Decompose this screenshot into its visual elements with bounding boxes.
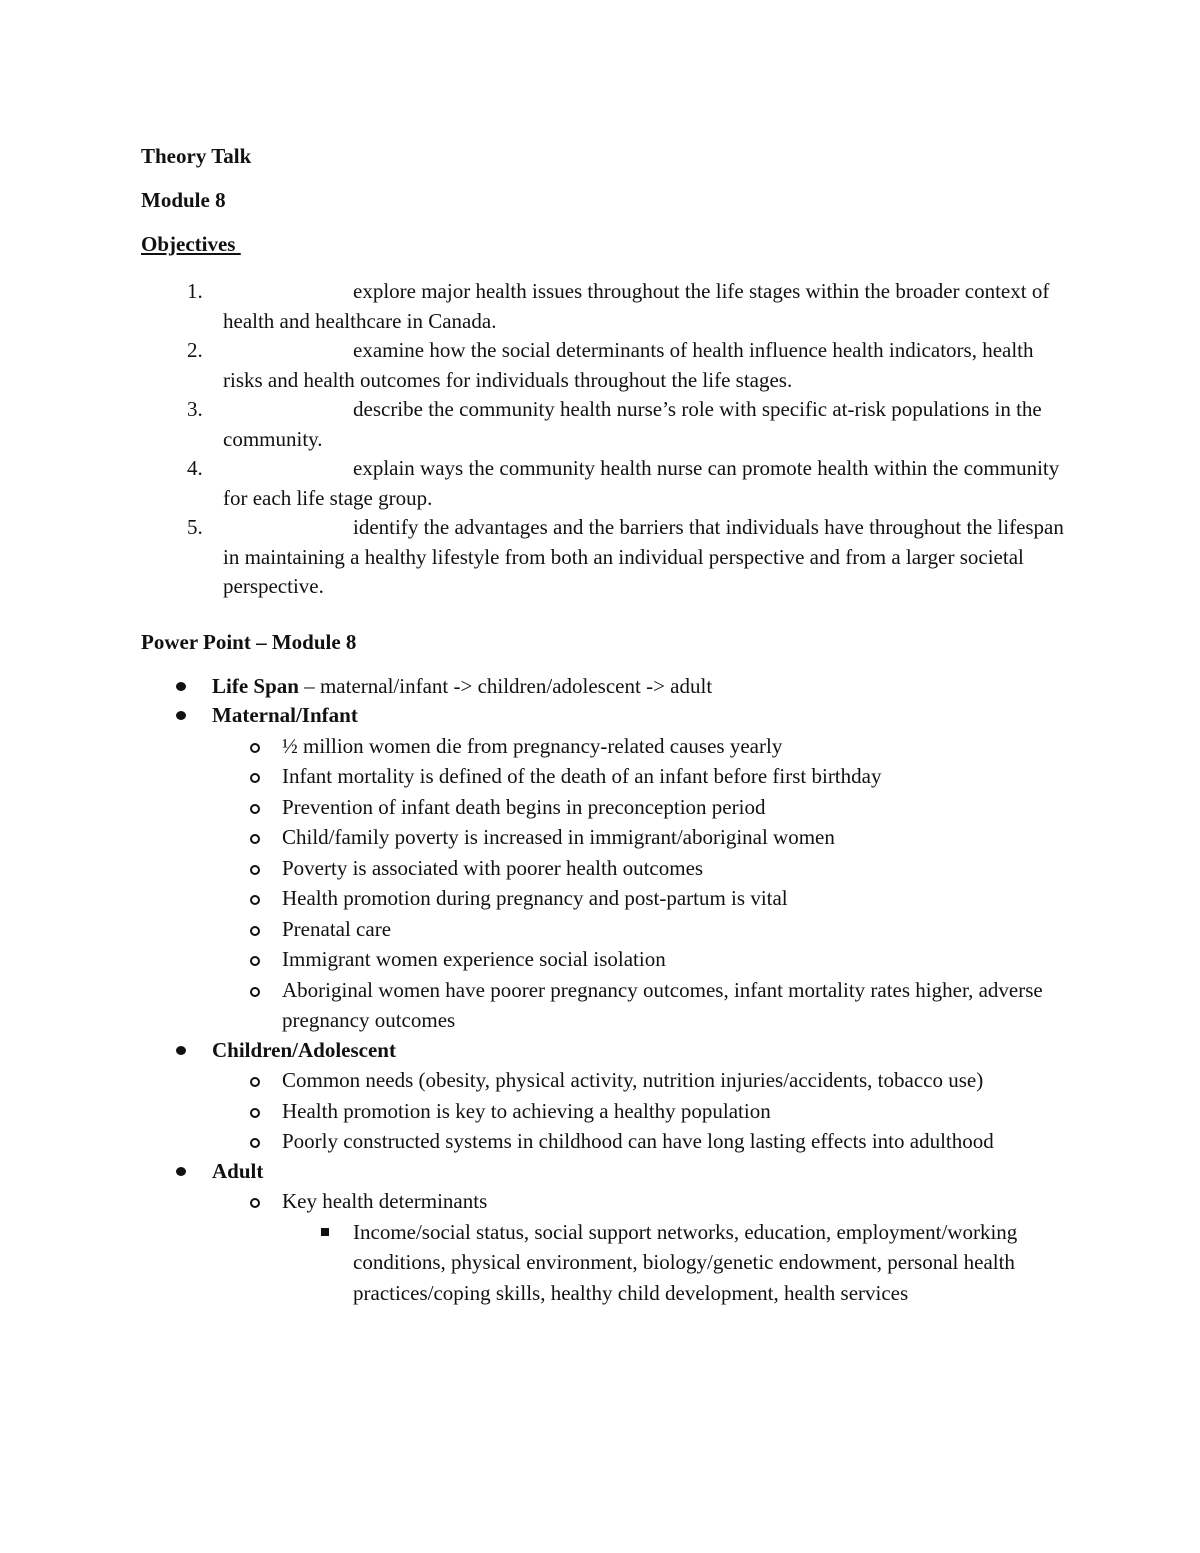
list-item	[141, 1186, 1066, 1308]
list-item	[141, 944, 1066, 975]
section-description: – maternal/infant -> children/adolescent -> adult	[298, 673, 713, 698]
section-list	[141, 672, 1066, 1309]
section-label: Children/Adolescent	[212, 1037, 396, 1062]
list-item	[141, 731, 1066, 762]
objective-text-continued: context of health and healthcare in Canada.	[223, 279, 1050, 333]
objective-text-continued: community for each life stage group.	[223, 456, 1060, 510]
objective-text: describe the community health nurse’s role with specific at-risk	[353, 397, 887, 421]
sub-list	[212, 731, 1066, 1036]
bullet-icon	[176, 711, 186, 720]
list-item	[141, 1126, 1066, 1157]
list-item	[141, 883, 1066, 914]
section-item-adult	[141, 1157, 1066, 1309]
circle-bullet-icon	[250, 1077, 260, 1087]
section-label: Life Span	[212, 673, 299, 698]
list-item	[141, 792, 1066, 823]
objective-text-continued: indicators, health risks and health outcomes for individuals throughout the life stages.	[223, 338, 1034, 392]
objective-number: 2.	[187, 338, 203, 362]
list-item-text: ½ million women die from pregnancy-related causes yearly	[282, 733, 783, 758]
list-item-text: Aboriginal women have poorer pregnancy outcomes, infant mortality rates higher, adverse pregnancy outcomes	[282, 977, 1043, 1032]
objective-text: explain ways the community health nurse can promote health within the	[353, 456, 959, 480]
objective-number: 1.	[187, 279, 203, 303]
objective-item	[141, 277, 1066, 336]
module-heading: Module 8	[141, 188, 226, 212]
circle-bullet-icon	[250, 987, 260, 997]
list-item-text: Prenatal care	[282, 916, 392, 941]
list-item-text: Poorly constructed systems in childhood can have long lasting effects into adulthood	[282, 1129, 994, 1153]
list-item	[141, 822, 1066, 853]
circle-bullet-icon	[250, 773, 260, 783]
objective-number: 4.	[187, 456, 203, 480]
sub-sub-list	[282, 1217, 1066, 1309]
circle-bullet-icon	[250, 804, 260, 814]
list-item-text: Prevention of infant death begins in preconception period	[282, 794, 766, 819]
powerpoint-heading: Power Point – Module 8	[141, 629, 357, 654]
document-title: Theory Talk	[141, 144, 252, 168]
section-label: Maternal/Infant	[212, 703, 358, 727]
objective-text-continued: the lifespan in maintaining a healthy lifestyle from both an individual perspective and from a larger societal perspective.	[223, 515, 1064, 598]
document-body	[141, 141, 1066, 1308]
sub-list	[212, 1065, 1066, 1157]
circle-bullet-icon	[250, 1138, 260, 1148]
objective-item	[141, 513, 1066, 602]
objectives-heading: Objectives	[141, 232, 241, 256]
list-item-text: Key health determinants	[282, 1189, 488, 1213]
objective-text: explore major health issues throughout the life stages within the broader	[353, 279, 960, 303]
list-item-text: Common needs (obesity, physical activity, nutrition injuries/accidents, tobacco use)	[282, 1068, 984, 1092]
list-item	[141, 1065, 1066, 1096]
objective-text: examine how the social determinants of health influence health	[353, 338, 884, 362]
list-item	[141, 975, 1066, 1036]
sub-list	[212, 1186, 1066, 1308]
list-item	[141, 1217, 1066, 1309]
objective-item	[141, 395, 1066, 454]
circle-bullet-icon	[250, 1108, 260, 1118]
circle-bullet-icon	[250, 865, 260, 875]
circle-bullet-icon	[250, 895, 260, 905]
section-item-life-span	[141, 672, 1066, 702]
objective-text: identify the advantages and the barriers that individuals have throughout	[353, 515, 962, 539]
square-bullet-icon	[321, 1228, 329, 1236]
list-item	[141, 1096, 1066, 1127]
objective-text-continued: populations in the community.	[223, 397, 1042, 451]
list-item-text: Poverty is associated with poorer health outcomes	[282, 855, 704, 880]
objective-item	[141, 336, 1066, 395]
list-item	[141, 853, 1066, 884]
objective-item	[141, 454, 1066, 513]
bullet-icon	[176, 1167, 186, 1176]
list-item	[141, 914, 1066, 945]
objective-number: 3.	[187, 397, 203, 421]
section-label: Adult	[212, 1158, 264, 1183]
section-item-maternal-infant	[141, 701, 1066, 1036]
list-item-text: Health promotion during pregnancy and post-partum is vital	[282, 886, 788, 910]
list-item-text: Health promotion is key to achieving a healthy population	[282, 1098, 771, 1123]
list-item-text: Infant mortality is defined of the death of an infant before first birthday	[282, 764, 882, 788]
objective-number: 5.	[187, 515, 203, 539]
list-item-text: Child/family poverty is increased in immigrant/aboriginal women	[282, 825, 835, 849]
list-item-text: Income/social status, social support networks, education, employment/working conditions, physical environment, biology/genetic endowment, personal health practices/coping skills, healthy child development, health services	[353, 1219, 1018, 1305]
circle-bullet-icon	[250, 743, 260, 753]
circle-bullet-icon	[250, 1198, 260, 1208]
bullet-icon	[176, 682, 186, 691]
circle-bullet-icon	[250, 926, 260, 936]
list-item	[141, 761, 1066, 792]
circle-bullet-icon	[250, 834, 260, 844]
list-item-text: Immigrant women experience social isolation	[282, 947, 666, 971]
circle-bullet-icon	[250, 956, 260, 966]
bullet-icon	[176, 1046, 186, 1055]
objectives-list	[141, 277, 1066, 602]
section-item-children-adolescent	[141, 1036, 1066, 1157]
